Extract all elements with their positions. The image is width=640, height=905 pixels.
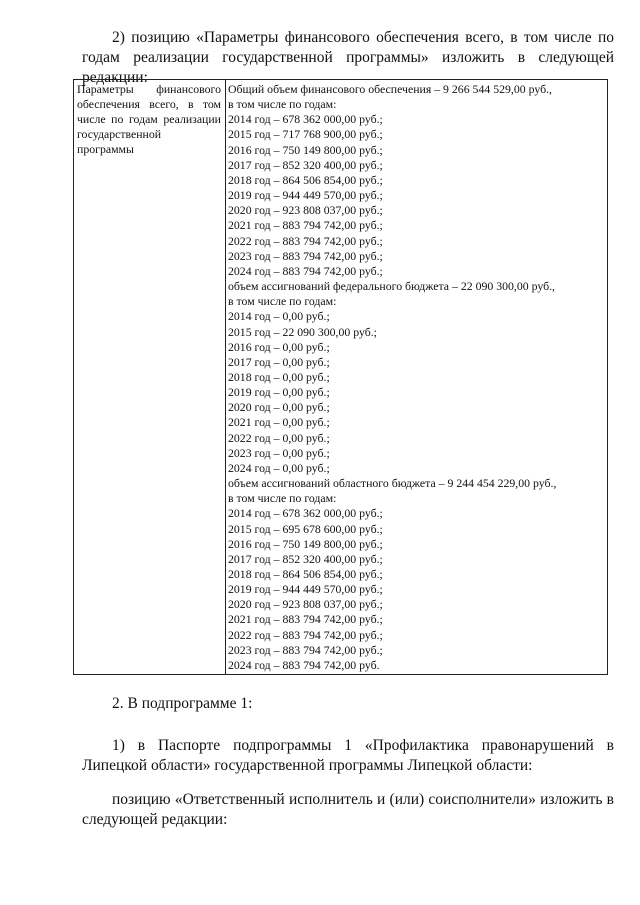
financing-line: 2020 год – 0,00 руб.; xyxy=(228,400,330,415)
financing-line: 2019 год – 944 449 570,00 руб.; xyxy=(228,582,383,597)
financing-line: 2017 год – 852 320 400,00 руб.; xyxy=(228,157,383,172)
financing-line: 2020 год – 923 808 037,00 руб.; xyxy=(228,203,383,218)
financing-line: 2022 год – 883 794 742,00 руб.; xyxy=(228,627,383,642)
financing-line: 2023 год – 883 794 742,00 руб.; xyxy=(228,642,383,657)
financing-line: Общий объем финансового обеспечения – 9 266 544 529,00 руб., xyxy=(228,82,552,96)
financing-line: объем ассигнований областного бюджета – 9 244 454 229,00 руб., xyxy=(228,476,557,491)
financing-line: 2018 год – 864 506 854,00 руб.; xyxy=(228,172,383,187)
financing-table xyxy=(73,79,608,675)
financing-line: 2016 год – 0,00 руб.; xyxy=(228,339,330,354)
parameter-name-line: Параметры финансового xyxy=(77,82,221,96)
column-divider xyxy=(225,80,226,674)
financing-line: 2022 год – 0,00 руб.; xyxy=(228,430,330,445)
financing-line: 2018 год – 0,00 руб.; xyxy=(228,369,330,384)
financing-line: 2015 год – 695 678 600,00 руб.; xyxy=(228,521,383,536)
financing-line: в том числе по годам: xyxy=(228,491,337,506)
parameter-name-cell xyxy=(77,82,221,157)
position-paragraph: позицию «Ответственный исполнитель и (или) соисполнители» изложить в следующей редакции: xyxy=(82,791,614,828)
financing-line: 2014 год – 678 362 000,00 руб.; xyxy=(228,112,383,127)
financing-line: 2016 год – 750 149 800,00 руб.; xyxy=(228,536,383,551)
parameter-name-line: государственной xyxy=(77,127,162,141)
financing-line: 2023 год – 883 794 742,00 руб.; xyxy=(228,248,383,263)
financing-line: 2021 год – 883 794 742,00 руб.; xyxy=(228,218,383,233)
financing-line: 2020 год – 923 808 037,00 руб.; xyxy=(228,597,383,612)
financing-line: 2024 год – 883 794 742,00 руб. xyxy=(228,657,380,672)
financing-line: 2021 год – 883 794 742,00 руб.; xyxy=(228,612,383,627)
financing-line: 2014 год – 0,00 руб.; xyxy=(228,309,330,324)
financing-values-cell xyxy=(228,82,604,673)
financing-line: в том числе по годам: xyxy=(228,97,337,112)
financing-line: 2019 год – 0,00 руб.; xyxy=(228,385,330,400)
financing-line: 2015 год – 22 090 300,00 руб.; xyxy=(228,324,377,339)
financing-line: 2021 год – 0,00 руб.; xyxy=(228,415,330,430)
financing-line: 2022 год – 883 794 742,00 руб.; xyxy=(228,233,383,248)
parameter-name-line: обеспечения всего, в том xyxy=(77,97,221,111)
financing-line: объем ассигнований федерального бюджета – 22 090 300,00 руб., xyxy=(228,279,555,294)
financing-line: 2018 год – 864 506 854,00 руб.; xyxy=(228,567,383,581)
financing-line: 2014 год – 678 362 000,00 руб.; xyxy=(228,506,383,521)
financing-line: 2017 год – 0,00 руб.; xyxy=(228,354,330,369)
parameter-name-line: программы xyxy=(77,142,134,156)
financing-line: 2015 год – 717 768 900,00 руб.; xyxy=(228,127,383,142)
financing-line: в том числе по годам: xyxy=(228,294,337,309)
financing-line: 2016 год – 750 149 800,00 руб.; xyxy=(228,142,383,157)
financing-line: 2023 год – 0,00 руб.; xyxy=(228,445,330,460)
parameter-name-line: числе по годам реализации xyxy=(77,112,221,126)
passport-paragraph: 1) в Паспорте подпрограммы 1 «Профилактика правонарушений в Липецкой области» государственной программы Липецкой области: xyxy=(82,737,614,774)
financing-line: 2024 год – 0,00 руб.; xyxy=(228,460,330,475)
financing-line: 2017 год – 852 320 400,00 руб.; xyxy=(228,551,383,566)
subprogram-heading: 2. В подпрограмме 1: xyxy=(112,695,253,712)
financing-line: 2019 год – 944 449 570,00 руб.; xyxy=(228,188,383,203)
intro-paragraph: 2) позицию «Параметры финансового обеспечения всего, в том числе по годам реализации государственной программы» изложить в следующей редакции: xyxy=(82,29,614,86)
financing-line: 2024 год – 883 794 742,00 руб.; xyxy=(228,263,383,278)
